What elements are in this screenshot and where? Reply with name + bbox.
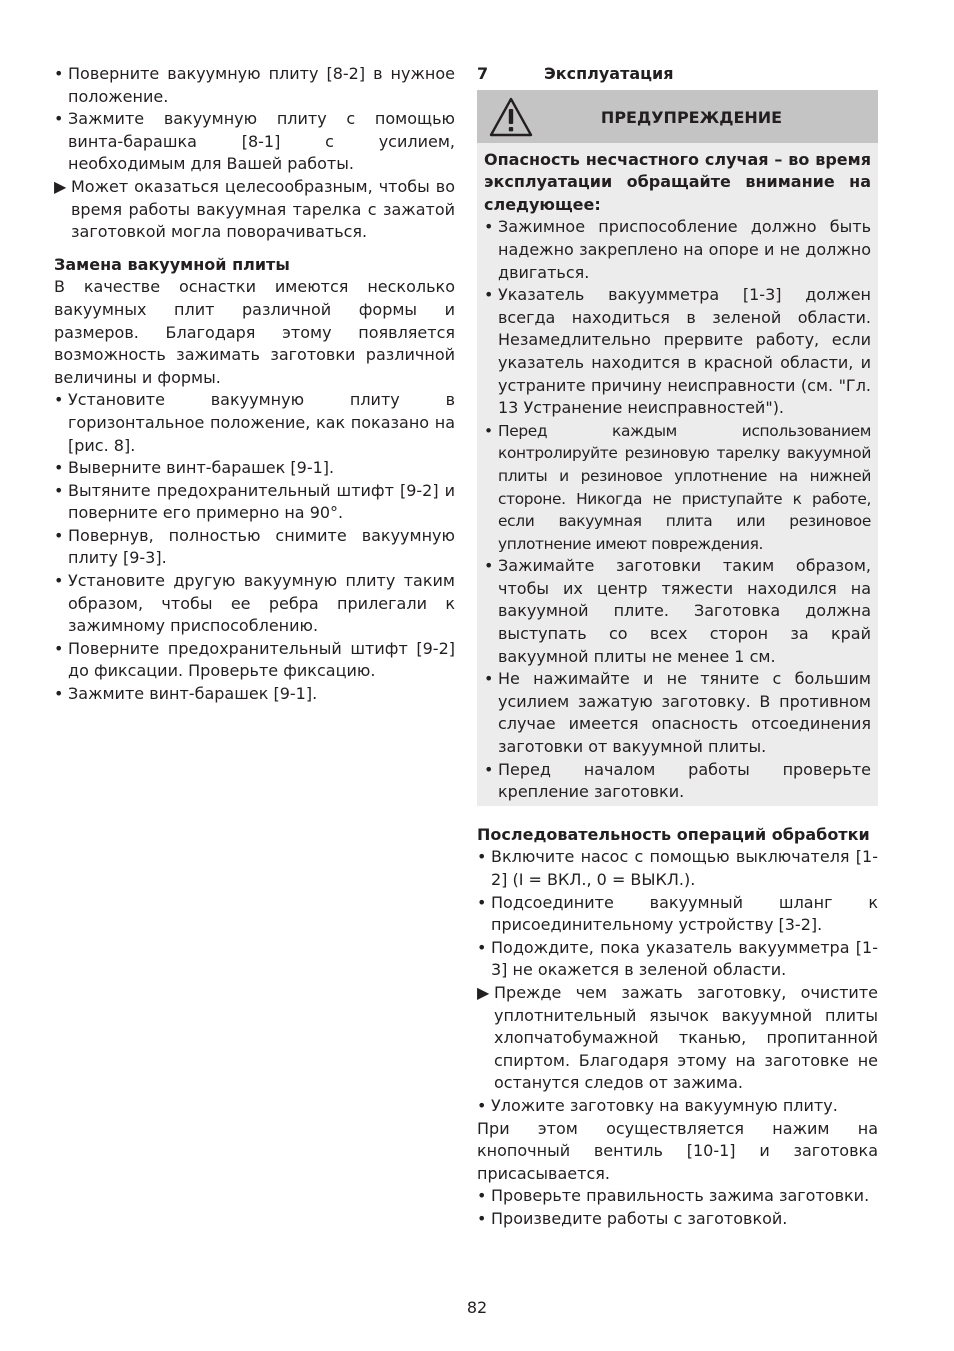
list-item: • Зажимайте заготовки таким образом, чтобы их центр тяжести находился на вакуумной плите. Заготовка должна выступать со всех сторон за край вакуумной плиты не менее 1 см. <box>484 556 871 666</box>
list-item: • Выверните винт-барашек [9-1]. <box>54 458 335 478</box>
list-item: • Проверьте правильность зажима заготовки. <box>477 1186 870 1206</box>
warning-title: ПРЕДУПРЕЖДЕНИЕ <box>600 107 783 127</box>
list-item: • Уложите заготовку на вакуумную плиту. <box>477 1095 838 1115</box>
list-item: • Перед началом работы проверьте крепление заготовки. <box>484 759 871 802</box>
list-item: • Подсоедините вакуумный шланг к присоединительному устройству [3-2]. <box>477 892 878 935</box>
warning-box <box>477 90 878 806</box>
warning-list <box>484 216 871 803</box>
section-number: 7 <box>477 64 489 83</box>
list-item: • Зажмите винт-барашек [9-1]. <box>54 684 318 704</box>
page-number: 82 <box>466 1298 488 1317</box>
list-item: • Вытяните предохранительный штифт [9-2] и поверните его примерно на 90°. <box>54 480 455 523</box>
list-sequence <box>477 846 878 1117</box>
list-item: ▶ Может оказаться целесообразным, чтобы во время работы вакуумная тарелка с зажатой заготовкой могла поворачиваться. <box>54 176 455 242</box>
list-item: • Поверните предохранительный штифт [9-2] до фиксации. Проверьте фиксацию. <box>54 638 455 681</box>
list-final <box>477 1185 878 1230</box>
list-item: • Повернув, полностью снимите вакуумную плиту [9-3]. <box>54 525 455 568</box>
right-column <box>477 63 878 1231</box>
warning-header <box>477 90 878 143</box>
list-item: • Установите вакуумную плиту в горизонтальное положение, как показано на [рис. 8]. <box>54 390 455 455</box>
list-item: ▶ Прежде чем зажать заготовку, очистите уплотнительный язычок вакуумной плиты хлопчатобумажной тканью, пропитанной спиртом. Благодаря этому на заготовке не останутся следов от зажима. <box>477 982 878 1093</box>
list-item: • Зажмите вакуумную плиту с помощью винта-барашка [8-1] с усилием, необходимым для Вашей работы. <box>54 109 455 174</box>
section-heading <box>477 63 878 86</box>
list-replace <box>54 389 455 705</box>
list-item: • Поверните вакуумную плиту [8-2] в нужное положение. <box>54 64 455 106</box>
list-item: • Установите другую вакуумную плиту таким образом, чтобы ее ребра прилегали к зажимному приспособлению. <box>54 571 455 636</box>
section-title: Эксплуатация <box>544 64 674 83</box>
list-item: • Включите насос с помощью выключателя [1-2] (I = ВКЛ., 0 = ВЫКЛ.). <box>477 847 878 889</box>
warning-intro: Опасность несчастного случая – во время эксплуатации обращайте внимание на следующее: <box>484 149 871 214</box>
left-column <box>54 63 455 706</box>
list-item: • Не нажимайте и не тяните с большим усилием зажатую заготовку. В противном случае имеется опасность отсоединения заготовки от вакуумной плиты. <box>484 669 871 757</box>
replace-heading: Замена вакуумной плиты <box>54 254 290 274</box>
list-item: • Подождите, пока указатель вакуумметра [1-3] не окажется в зеленой области. <box>477 937 878 980</box>
replace-intro: В качестве оснастки имеются несколько вакуумных плит различной формы и размеров. Благодаря этому появляется возможность зажимать заготовки различной величины и формы. <box>54 277 455 387</box>
list-item: • Перед каждым использованием контролируйте резиновую тарелку вакуумной плиты и резиновое уплотнение на нижней стороне. Никогда не приступайте к работе, если вакуумная плита или резиновое уплотнение имеют повреждения. <box>484 421 871 553</box>
list-item: • Зажимное приспособление должно быть надежно закреплено на опоре и не должно двигаться. <box>484 217 871 282</box>
list-item: • Произведите работы с заготовкой. <box>477 1208 788 1228</box>
list-item: • Указатель вакуумметра [1-3] должен всегда находиться в зеленой области. Незамедлительно прервите работу, если указатель находится в красной области, и устраните причину неисправности (см. "Гл. 13 Устранение неисправностей"). <box>484 285 871 418</box>
sequence-heading: Последовательность операций обработки <box>477 824 870 844</box>
sequence-note: При этом осуществляется нажим на кнопочный вентиль [10-1] и заготовка присасывается. <box>477 1118 878 1183</box>
list-top <box>54 63 455 244</box>
